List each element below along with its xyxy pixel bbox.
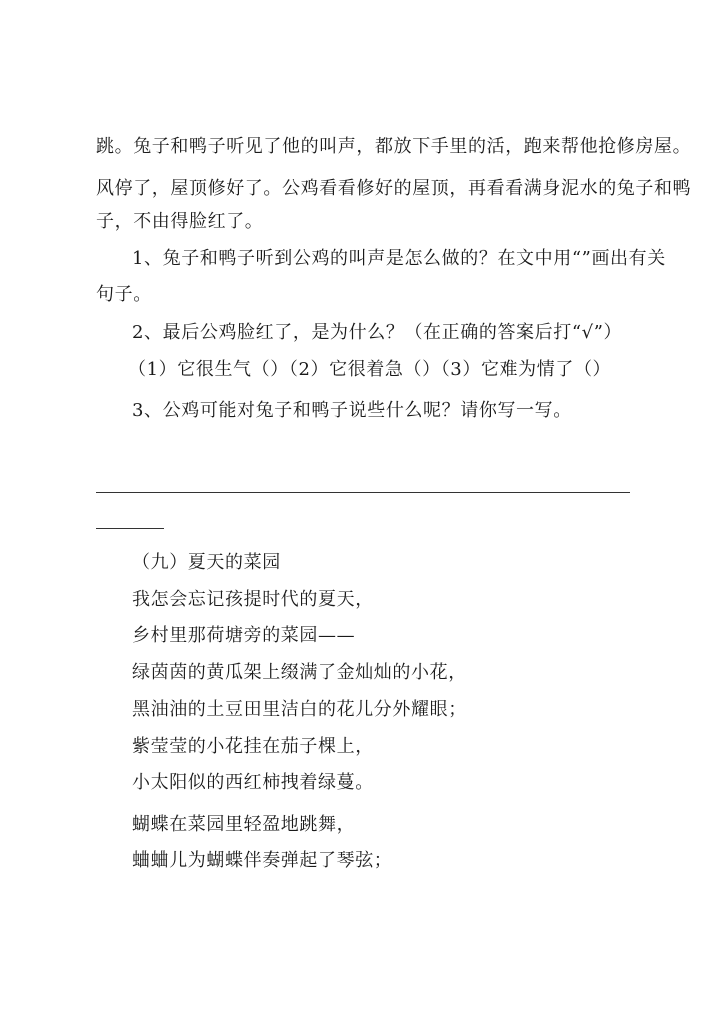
answer-line [96, 492, 630, 493]
passage-line-2: 风停了，屋顶修好了。公鸡看看修好的屋顶，再看看满身泥水的兔子和鸭 [96, 178, 692, 199]
question-2-options: （1）它很生气（）（2）它很着急（）（3）它难为情了（） [128, 359, 612, 380]
poem-heading: （九）夏天的菜园 [132, 552, 281, 573]
question-1: 1、兔子和鸭子听到公鸡的叫声是怎么做的？在文中用“”画出有关 [132, 248, 666, 269]
poem-line-6: 小太阳似的西红柿拽着绿蔓。 [132, 772, 374, 793]
poem-line-2: 乡村里那荷塘旁的菜园—— [132, 625, 356, 646]
question-1-continuation: 句子。 [96, 284, 152, 305]
poem-line-7: 蝴蝶在菜园里轻盈地跳舞， [132, 814, 356, 835]
passage-line-3: 子，不由得脸红了。 [96, 211, 264, 232]
poem-line-4: 黑油油的土豆田里洁白的花儿分外耀眼； [132, 699, 467, 720]
poem-line-5: 紫莹莹的小花挂在茄子棵上， [132, 736, 374, 757]
question-3: 3、公鸡可能对兔子和鸭子说些什么呢？请你写一写。 [132, 400, 572, 421]
poem-line-3: 绿茵茵的黄瓜架上缀满了金灿灿的小花， [132, 662, 467, 683]
question-2: 2、最后公鸡脸红了，是为什么？（在正确的答案后打“√”） [132, 322, 623, 343]
passage-line-1: 跳。兔子和鸭子听见了他的叫声，都放下手里的活，跑来帮他抢修房屋。 [96, 136, 692, 157]
answer-line-end [96, 528, 164, 529]
poem-line-8: 蛐蛐儿为蝴蝶伴奏弹起了琴弦； [132, 850, 393, 871]
poem-line-1: 我怎会忘记孩提时代的夏天， [132, 589, 374, 610]
